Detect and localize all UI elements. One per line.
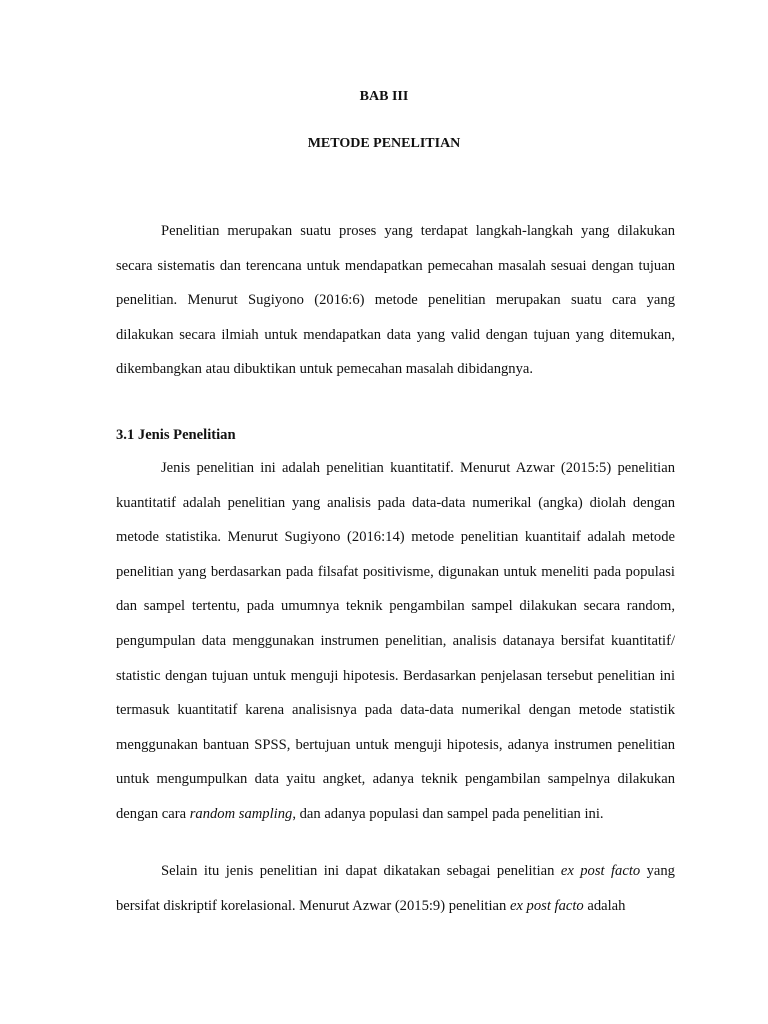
paragraph-text: yang bersifat diskriptif korelasional. Menurut Azwar (2015:9) penelitian (116, 863, 675, 914)
paragraph-text: Selain itu jenis penelitian ini dapat dikatakan sebagai penelitian (161, 863, 561, 879)
jenis-penelitian-paragraph (116, 451, 675, 832)
intro-paragraph: Penelitian merupakan suatu proses yang terdapat langkah-langkah yang dilakukan secara sistematis dan terencana untuk mendapatkan pemecahan masalah sesuai dengan tujuan penelitian. Menurut Sugiyono (2016:6) metode penelitian merupakan suatu cara yang dilakukan secara ilmiah untuk mendapatkan data yang valid dengan tujuan yang ditemukan, dikembangkan atau dibuktikan untuk pemecahan masalah dibidangnya. (116, 223, 675, 378)
chapter-title: METODE PENELITIAN (307, 136, 461, 151)
paragraph-text: , dan adanya populasi dan sampel pada penelitian ini. (292, 805, 604, 822)
paragraph-text: adalah (583, 897, 626, 914)
section-heading-jenis-penelitian: 3.1 Jenis Penelitian (116, 427, 236, 443)
paragraph-italic-term: ex post facto (509, 897, 584, 914)
chapter-number: BAB III (359, 89, 409, 104)
paragraph-italic-term: ex post facto (560, 863, 641, 879)
paragraph-text: Jenis penelitian ini adalah penelitian kuantitatif. Menurut Azwar (2015:5) penelitian kuantitatif adalah penelitian yang analisis pada data-data numerikal (angka) diolah dengan metode statistika. Menurut Sugiyono (2016:14) metode penelitian kuantitaif adalah metode penelitian yang berdasarkan pada filsafat positivisme, digunakan untuk meneliti pada populasi dan sampel tertentu, pada umumnya teknik pengambilan sampel dilakukan secara random, pengumpulan data menggunakan instrumen penelitian, analisis datanaya bersifat kuantitatif/ statistic dengan tujuan untuk menguji hipotesis. Berdasarkan penjelasan tersebut penelitian ini termasuk kuantitatif karena analisisnya pada data-data numerikal dengan metode statistik menggunakan bantuan SPSS, bertujuan untuk menguji hipotesis, adanya instrumen penelitian untuk mengumpulkan data yaitu angket, adanya teknik pengambilan sampelnya dilakukan dengan cara (116, 460, 675, 822)
ex-post-facto-paragraph (116, 854, 675, 923)
paragraph-italic-term: random sampling (189, 805, 293, 822)
